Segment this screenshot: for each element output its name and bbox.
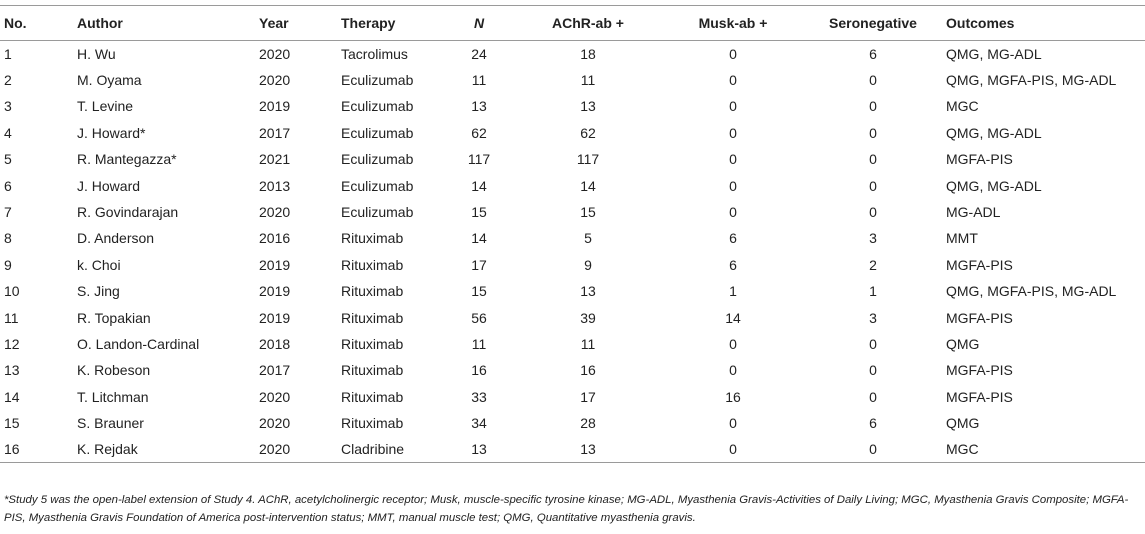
- cell-outcomes: QMG: [946, 415, 980, 432]
- cell-musk: 0: [729, 98, 737, 115]
- cell-musk: 0: [729, 362, 737, 379]
- cell-achr: 11: [580, 72, 596, 89]
- cell-n: 13: [471, 441, 487, 458]
- cell-seronegative: 3: [869, 309, 877, 326]
- cell-seronegative: 6: [869, 415, 877, 432]
- cell-n: 13: [471, 98, 487, 115]
- table-row: [0, 172, 1145, 198]
- header-musk: Musk-ab +: [698, 15, 768, 31]
- cell-outcomes: MGFA-PIS: [946, 388, 1013, 405]
- cell-outcomes: MGFA-PIS: [946, 151, 1013, 168]
- cell-therapy: Eculizumab: [341, 72, 414, 89]
- cell-no: 11: [4, 309, 19, 326]
- cell-achr: 18: [580, 45, 596, 62]
- cell-achr: 117: [576, 151, 600, 168]
- cell-no: 9: [4, 256, 12, 273]
- cell-no: 2: [4, 72, 12, 89]
- cell-therapy: Tacrolimus: [341, 45, 408, 62]
- cell-author: T. Litchman: [77, 388, 149, 405]
- cell-n: 11: [471, 72, 487, 89]
- cell-outcomes: MGFA-PIS: [946, 309, 1013, 326]
- cell-year: 2020: [259, 441, 291, 458]
- cell-therapy: Eculizumab: [341, 151, 414, 168]
- cell-outcomes: QMG: [946, 335, 980, 352]
- table-row: [0, 252, 1145, 278]
- cell-outcomes: QMG, MG-ADL: [946, 177, 1042, 194]
- cell-year: 2017: [259, 124, 291, 141]
- cell-achr: 39: [580, 309, 596, 326]
- table-body: [0, 41, 1145, 463]
- cell-outcomes: QMG, MGFA-PIS, MG-ADL: [946, 283, 1117, 300]
- cell-n: 15: [471, 283, 487, 300]
- cell-outcomes: QMG, MG-ADL: [946, 45, 1042, 62]
- cell-musk: 0: [729, 335, 737, 352]
- header-therapy: Therapy: [341, 15, 396, 31]
- cell-therapy: Eculizumab: [341, 98, 414, 115]
- cell-year: 2019: [259, 256, 291, 273]
- cell-no: 8: [4, 230, 12, 247]
- cell-therapy: Eculizumab: [341, 177, 414, 194]
- cell-n: 62: [471, 124, 487, 141]
- cell-therapy: Rituximab: [341, 283, 404, 300]
- cell-therapy: Eculizumab: [341, 204, 414, 221]
- cell-seronegative: 0: [869, 204, 877, 221]
- cell-author: D. Anderson: [77, 230, 155, 247]
- cell-author: R. Govindarajan: [77, 204, 179, 221]
- cell-author: k. Choi: [77, 256, 121, 273]
- cell-seronegative: 0: [869, 388, 877, 405]
- cell-musk: 0: [729, 415, 737, 432]
- cell-author: S. Brauner: [77, 415, 144, 432]
- cell-outcomes: QMG, MG-ADL: [946, 124, 1042, 141]
- cell-outcomes: MGFA-PIS: [946, 256, 1013, 273]
- cell-achr: 13: [580, 98, 596, 115]
- cell-outcomes: MG-ADL: [946, 204, 1001, 221]
- cell-musk: 6: [729, 256, 737, 273]
- cell-seronegative: 0: [869, 177, 877, 194]
- cell-seronegative: 0: [869, 335, 877, 352]
- cell-outcomes: MGC: [946, 441, 979, 458]
- cell-no: 13: [4, 362, 20, 379]
- cell-n: 16: [471, 362, 487, 379]
- cell-therapy: Rituximab: [341, 256, 404, 273]
- cell-n: 34: [471, 415, 487, 432]
- table-row: [0, 384, 1145, 410]
- table-row: [0, 436, 1145, 462]
- cell-seronegative: 3: [869, 230, 877, 247]
- cell-year: 2020: [259, 204, 291, 221]
- table-row: [0, 357, 1145, 383]
- cell-n: 11: [471, 335, 487, 352]
- cell-therapy: Eculizumab: [341, 124, 414, 141]
- cell-author: J. Howard*: [77, 124, 146, 141]
- cell-achr: 14: [580, 177, 596, 194]
- cell-author: T. Levine: [77, 98, 134, 115]
- header-n: N: [473, 15, 485, 31]
- cell-no: 7: [4, 204, 12, 221]
- header-row: [0, 6, 1145, 41]
- header-no: No.: [4, 15, 27, 31]
- study-table: [0, 5, 1145, 463]
- table-row: [0, 331, 1145, 357]
- cell-year: 2018: [259, 335, 291, 352]
- cell-therapy: Rituximab: [341, 230, 404, 247]
- cell-year: 2019: [259, 309, 291, 326]
- cell-n: 117: [467, 151, 491, 168]
- cell-no: 3: [4, 98, 12, 115]
- table-row: [0, 410, 1145, 436]
- cell-achr: 16: [580, 362, 596, 379]
- cell-seronegative: 1: [869, 283, 877, 300]
- cell-no: 6: [4, 177, 12, 194]
- cell-n: 17: [471, 256, 487, 273]
- cell-seronegative: 2: [869, 256, 877, 273]
- cell-no: 12: [4, 335, 20, 352]
- cell-achr: 13: [580, 441, 596, 458]
- cell-achr: 5: [584, 230, 592, 247]
- cell-seronegative: 0: [869, 98, 877, 115]
- table-row: [0, 41, 1145, 67]
- cell-n: 15: [471, 204, 487, 221]
- cell-seronegative: 0: [869, 124, 877, 141]
- cell-year: 2017: [259, 362, 291, 379]
- cell-outcomes: QMG, MGFA-PIS, MG-ADL: [946, 72, 1117, 89]
- cell-no: 14: [4, 388, 20, 405]
- cell-therapy: Rituximab: [341, 362, 404, 379]
- cell-achr: 17: [580, 388, 596, 405]
- table-row: [0, 304, 1145, 330]
- cell-musk: 0: [729, 177, 737, 194]
- cell-musk: 0: [729, 45, 737, 62]
- cell-outcomes: MGC: [946, 98, 979, 115]
- cell-seronegative: 0: [869, 441, 877, 458]
- cell-year: 2020: [259, 388, 291, 405]
- cell-no: 4: [4, 124, 12, 141]
- header-year: Year: [259, 15, 289, 31]
- cell-author: R. Topakian: [77, 309, 151, 326]
- cell-therapy: Rituximab: [341, 415, 404, 432]
- cell-achr: 15: [580, 204, 596, 221]
- cell-year: 2016: [259, 230, 291, 247]
- table-row: [0, 225, 1145, 251]
- cell-seronegative: 6: [869, 45, 877, 62]
- cell-author: M. Oyama: [77, 72, 142, 89]
- cell-no: 5: [4, 151, 12, 168]
- cell-n: 14: [471, 177, 487, 194]
- cell-author: H. Wu: [77, 45, 116, 62]
- header-achr: AChR-ab +: [552, 15, 624, 31]
- table-row: [0, 278, 1145, 304]
- cell-author: K. Robeson: [77, 362, 151, 379]
- cell-musk: 1: [729, 283, 737, 300]
- cell-n: 33: [471, 388, 487, 405]
- cell-year: 2021: [259, 151, 291, 168]
- cell-therapy: Rituximab: [341, 309, 404, 326]
- cell-seronegative: 0: [869, 72, 877, 89]
- cell-achr: 9: [584, 256, 592, 273]
- table-row: [0, 146, 1145, 172]
- cell-therapy: Rituximab: [341, 335, 404, 352]
- table-row: [0, 67, 1145, 93]
- cell-musk: 6: [729, 230, 737, 247]
- cell-therapy: Rituximab: [341, 388, 404, 405]
- table-footnote: *Study 5 was the open-label extension of Study 4. AChR, acetylcholinergic receptor; Musk, muscle-specific tyrosine kinase; MG-ADL, Myasthenia Gravis-Activities of Daily Living; MGC, Myasthenia Gravis Composite; MGFA-PIS, Myasthenia Gravis Foundation of America post-intervention status; MMT, manual muscle test; QMG, Quantitative myasthenia gravis.: [4, 494, 1129, 524]
- table-row: [0, 93, 1145, 119]
- cell-musk: 0: [729, 72, 737, 89]
- cell-year: 2020: [259, 45, 291, 62]
- cell-author: S. Jing: [77, 283, 120, 300]
- cell-no: 16: [4, 441, 20, 458]
- cell-achr: 28: [580, 415, 596, 432]
- cell-year: 2019: [259, 283, 291, 300]
- cell-seronegative: 0: [869, 362, 877, 379]
- cell-year: 2020: [259, 72, 291, 89]
- cell-musk: 0: [729, 124, 737, 141]
- header-author: Author: [77, 15, 123, 31]
- cell-outcomes: MMT: [946, 230, 978, 247]
- cell-musk: 16: [725, 388, 741, 405]
- cell-author: J. Howard: [77, 177, 141, 194]
- cell-achr: 62: [580, 124, 596, 141]
- cell-achr: 11: [580, 335, 596, 352]
- cell-no: 1: [4, 45, 12, 62]
- cell-musk: 0: [729, 204, 737, 221]
- cell-therapy: Cladribine: [341, 441, 405, 458]
- cell-author: K. Rejdak: [77, 441, 138, 458]
- cell-year: 2019: [259, 98, 291, 115]
- cell-n: 24: [471, 45, 487, 62]
- cell-outcomes: MGFA-PIS: [946, 362, 1013, 379]
- cell-achr: 13: [580, 283, 596, 300]
- table-row: [0, 120, 1145, 146]
- table-row: [0, 199, 1145, 225]
- cell-musk: 0: [729, 151, 737, 168]
- cell-no: 10: [4, 283, 20, 300]
- cell-n: 14: [471, 230, 487, 247]
- cell-year: 2020: [259, 415, 291, 432]
- cell-year: 2013: [259, 177, 291, 194]
- cell-author: R. Mantegazza*: [77, 151, 177, 168]
- cell-author: O. Landon-Cardinal: [77, 335, 200, 352]
- header-outcomes: Outcomes: [946, 15, 1015, 31]
- cell-seronegative: 0: [869, 151, 877, 168]
- cell-musk: 14: [725, 309, 741, 326]
- cell-no: 15: [4, 415, 20, 432]
- cell-musk: 0: [729, 441, 737, 458]
- cell-n: 56: [471, 309, 487, 326]
- header-seronegative: Seronegative: [829, 15, 917, 31]
